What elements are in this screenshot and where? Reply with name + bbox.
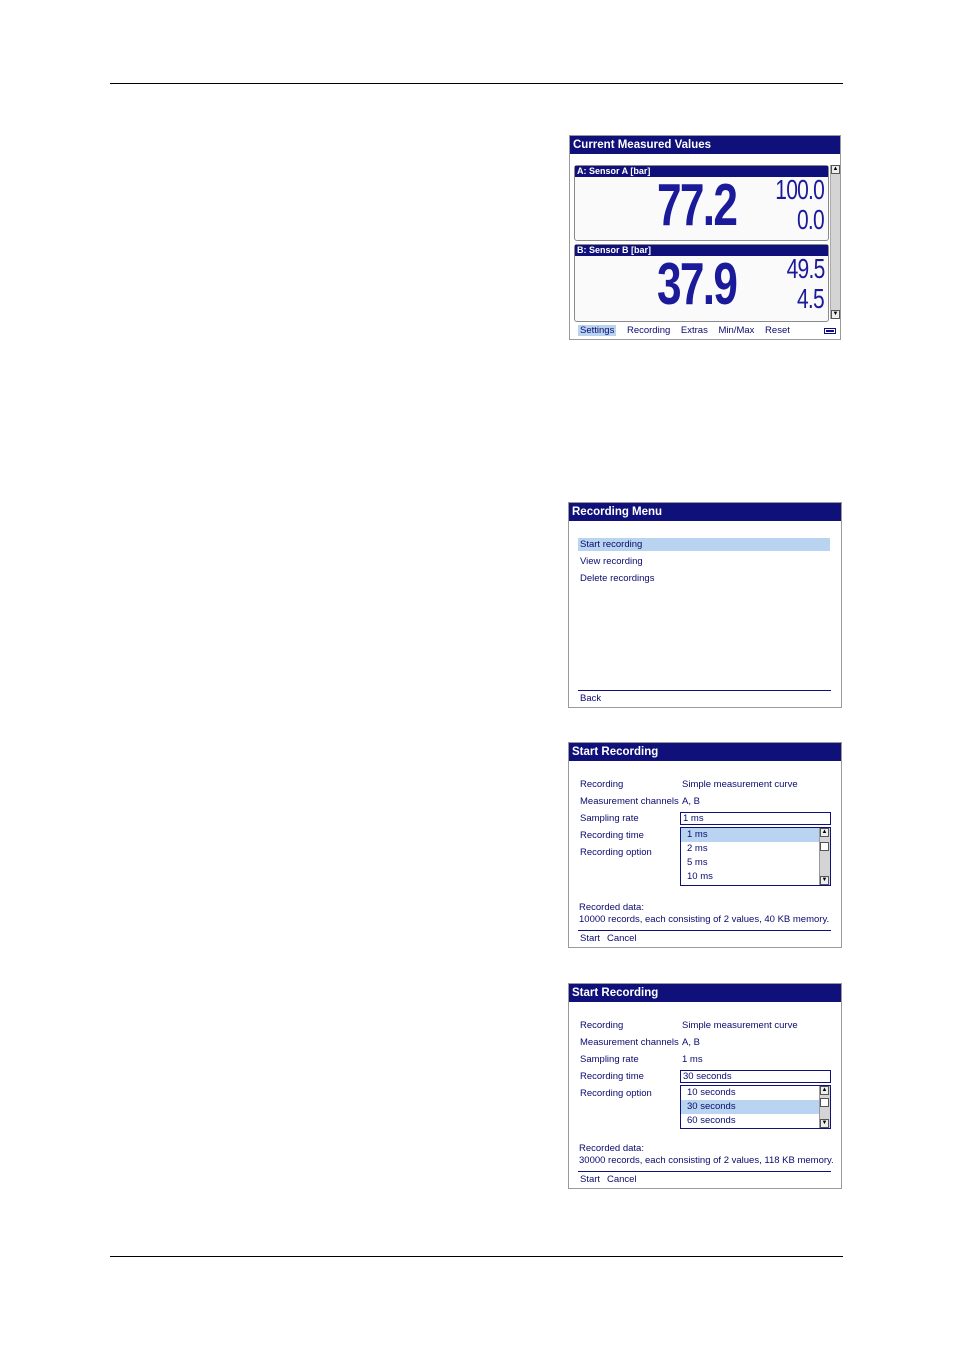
softkey-recording[interactable]: Recording (626, 325, 671, 336)
recording-time-list (680, 1085, 831, 1129)
scroll-up-icon[interactable]: ▲ (821, 829, 828, 835)
battery-icon (824, 328, 836, 334)
menu-delete-recordings[interactable]: Delete recordings (580, 573, 655, 584)
label-recording: Recording (580, 1020, 624, 1031)
value-recording: Simple measurement curve (682, 779, 798, 790)
bottom-rule (110, 1256, 843, 1257)
value-channels: A, B (682, 796, 700, 807)
screen-title: Recording Menu (569, 503, 841, 521)
option-60-seconds[interactable]: 60 seconds (687, 1115, 736, 1126)
values-scrollbar[interactable] (830, 165, 840, 319)
value-recording: Simple measurement curve (682, 1020, 798, 1031)
recorded-data-info: 30000 records, each consisting of 2 values, 118 KB memory. (579, 1155, 834, 1166)
screen-title: Start Recording (569, 984, 841, 1002)
label-channels: Measurement channels (580, 1037, 679, 1048)
label-sampling-rate: Sampling rate (580, 813, 639, 824)
sensor-a-value: 77.2 (656, 172, 736, 239)
softkey-minmax[interactable]: Min/Max (718, 325, 755, 336)
option-10-seconds[interactable]: 10 seconds (687, 1087, 736, 1098)
label-recording-option: Recording option (580, 1088, 652, 1099)
scroll-down-icon[interactable]: ▼ (832, 311, 839, 317)
sensor-b-label: B: Sensor B [bar] (575, 245, 828, 256)
recorded-data-info: 10000 records, each consisting of 2 values, 40 KB memory. (579, 914, 830, 925)
label-sampling-rate: Sampling rate (580, 1054, 639, 1065)
screen-title: Start Recording (569, 743, 841, 761)
scroll-down-icon[interactable]: ▼ (821, 1120, 828, 1126)
sensor-b-panel (574, 244, 829, 322)
sensor-a-label: A: Sensor A [bar] (575, 166, 828, 177)
label-recording-option: Recording option (580, 847, 652, 858)
footer-divider (578, 690, 831, 691)
recording-time-select[interactable]: 30 seconds (680, 1070, 831, 1083)
option-2ms[interactable]: 2 ms (687, 843, 708, 854)
scroll-down-icon[interactable]: ▼ (821, 877, 828, 883)
sampling-rate-select[interactable]: 1 ms (680, 812, 831, 825)
sensor-a-max: 100.0 (775, 174, 824, 205)
softkey-bar (578, 325, 798, 337)
scroll-up-icon[interactable]: ▲ (821, 1087, 828, 1093)
menu-view-recording[interactable]: View recording (580, 556, 643, 567)
start-recording-screen-1 (568, 742, 842, 948)
screen-title: Current Measured Values (570, 136, 840, 154)
sensor-b-value: 37.9 (656, 251, 736, 318)
option-30-seconds[interactable]: 30 seconds (681, 1100, 821, 1114)
label-channels: Measurement channels (580, 796, 679, 807)
back-button[interactable]: Back (580, 693, 602, 704)
cancel-button[interactable]: Cancel (607, 1174, 637, 1185)
value-sampling-rate: 1 ms (682, 1054, 703, 1065)
sensor-b-min: 4.5 (797, 283, 824, 314)
cancel-button[interactable]: Cancel (607, 933, 637, 944)
top-rule (110, 83, 843, 84)
current-values-screen (569, 135, 841, 340)
softkey-extras[interactable]: Extras (680, 325, 708, 336)
label-recording: Recording (580, 779, 624, 790)
option-10ms[interactable]: 10 ms (687, 871, 713, 882)
softkey-reset[interactable]: Reset (765, 325, 790, 336)
softkey-settings[interactable]: Settings (580, 325, 615, 336)
recording-menu-screen (568, 502, 842, 708)
value-channels: A, B (682, 1037, 700, 1048)
list-scrollbar[interactable] (819, 1086, 830, 1128)
sensor-a-panel (574, 165, 829, 241)
footer-divider (578, 1171, 831, 1172)
start-recording-screen-2 (568, 983, 842, 1189)
sampling-rate-list (680, 827, 831, 886)
option-5ms[interactable]: 5 ms (687, 857, 708, 868)
footer-divider (578, 930, 831, 931)
menu-start-recording[interactable]: Start recording (578, 538, 830, 551)
scroll-up-icon[interactable]: ▲ (832, 166, 839, 172)
scroll-thumb[interactable] (820, 842, 829, 851)
recorded-data-label: Recorded data: (579, 1143, 644, 1154)
sensor-a-min: 0.0 (797, 204, 824, 235)
sensor-b-max: 49.5 (786, 253, 824, 284)
list-scrollbar[interactable] (819, 828, 830, 885)
recorded-data-label: Recorded data: (579, 902, 644, 913)
scroll-thumb[interactable] (820, 1098, 829, 1107)
start-button[interactable]: Start (580, 1174, 601, 1185)
start-button[interactable]: Start (580, 933, 601, 944)
label-recording-time: Recording time (580, 1071, 644, 1082)
option-1ms[interactable]: 1 ms (681, 828, 821, 842)
label-recording-time: Recording time (580, 830, 644, 841)
